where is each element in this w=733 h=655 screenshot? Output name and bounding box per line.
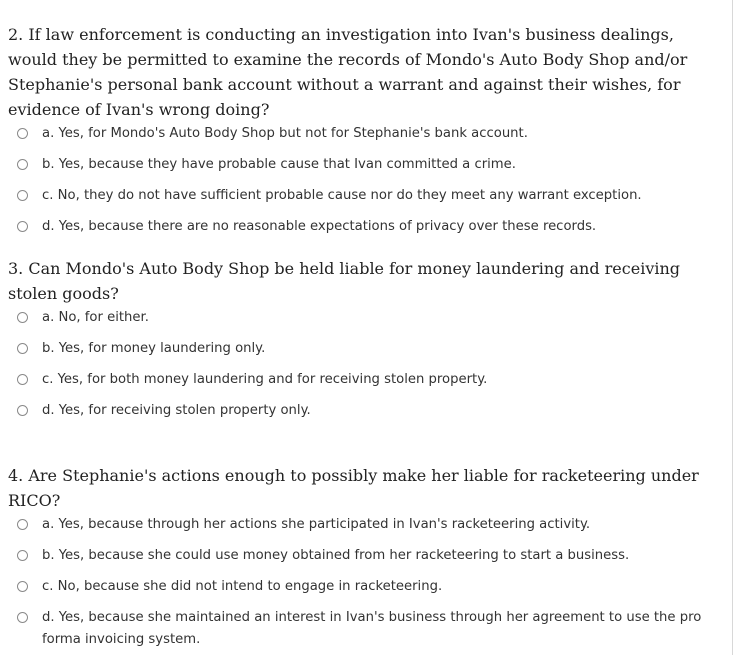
- question-4-option-c[interactable]: [8, 578, 719, 609]
- option-label: c. No, because she did not intend to engage in racketeering.: [42, 579, 443, 594]
- radio-button-icon[interactable]: [17, 612, 28, 623]
- question-3-option-b[interactable]: [8, 340, 688, 371]
- option-label: d. Yes, because there are no reasonable expectations of privacy over these records.: [42, 219, 597, 234]
- question-2-option-b[interactable]: [8, 156, 719, 187]
- radio-button-icon[interactable]: [17, 343, 28, 354]
- question-2: [8, 22, 719, 249]
- radio-button-icon[interactable]: [17, 550, 28, 561]
- question-3-option-c[interactable]: [8, 371, 688, 402]
- option-label: a. Yes, because through her actions she participated in Ivan's racketeering activity.: [42, 517, 591, 532]
- radio-button-icon[interactable]: [17, 190, 28, 201]
- question-4-options: [8, 516, 719, 651]
- question-4-option-b[interactable]: [8, 547, 719, 578]
- question-2-options: [8, 125, 719, 249]
- radio-button-icon[interactable]: [17, 128, 28, 139]
- option-label: b. Yes, because she could use money obtained from her racketeering to start a business.: [42, 548, 630, 563]
- question-3-options: [8, 309, 688, 433]
- option-label: d. Yes, for receiving stolen property only.: [42, 403, 311, 418]
- question-2-option-a[interactable]: [8, 125, 719, 156]
- radio-button-icon[interactable]: [17, 374, 28, 385]
- option-label: c. Yes, for both money laundering and for receiving stolen property.: [42, 372, 488, 387]
- question-4-text: 4. Are Stephanie's actions enough to possibly make her liable for racketeering under RICO?: [8, 466, 699, 510]
- radio-button-icon[interactable]: [17, 312, 28, 323]
- question-4-option-a[interactable]: [8, 516, 719, 547]
- question-4-option-d[interactable]: [8, 609, 719, 651]
- radio-button-icon[interactable]: [17, 221, 28, 232]
- option-label: c. No, they do not have sufficient probable cause nor do they meet any warrant exception.: [42, 188, 642, 203]
- question-2-option-d[interactable]: [8, 218, 719, 249]
- option-label: d. Yes, because she maintained an interest in Ivan's business through her agreement to use the pro forma invoicing system.: [42, 610, 702, 647]
- question-2-text: 2. If law enforcement is conducting an investigation into Ivan's business dealings, would they be permitted to examine the records of Mondo's Auto Body Shop and/or Stephanie's personal bank account without a warrant and against their wishes, for evidence of Ivan's wrong doing?: [8, 25, 688, 119]
- question-2-option-c[interactable]: [8, 187, 719, 218]
- radio-button-icon[interactable]: [17, 405, 28, 416]
- option-label: a. No, for either.: [42, 310, 149, 325]
- option-label: b. Yes, for money laundering only.: [42, 341, 266, 356]
- radio-button-icon[interactable]: [17, 159, 28, 170]
- question-3: [8, 256, 688, 433]
- question-3-option-a[interactable]: [8, 309, 688, 340]
- radio-button-icon[interactable]: [17, 519, 28, 530]
- option-label: a. Yes, for Mondo's Auto Body Shop but not for Stephanie's bank account.: [42, 126, 528, 141]
- question-3-option-d[interactable]: [8, 402, 688, 433]
- question-3-text: 3. Can Mondo's Auto Body Shop be held liable for money laundering and receiving stolen goods?: [8, 259, 681, 303]
- option-label: b. Yes, because they have probable cause that Ivan committed a crime.: [42, 157, 516, 172]
- radio-button-icon[interactable]: [17, 581, 28, 592]
- question-4: [8, 463, 719, 651]
